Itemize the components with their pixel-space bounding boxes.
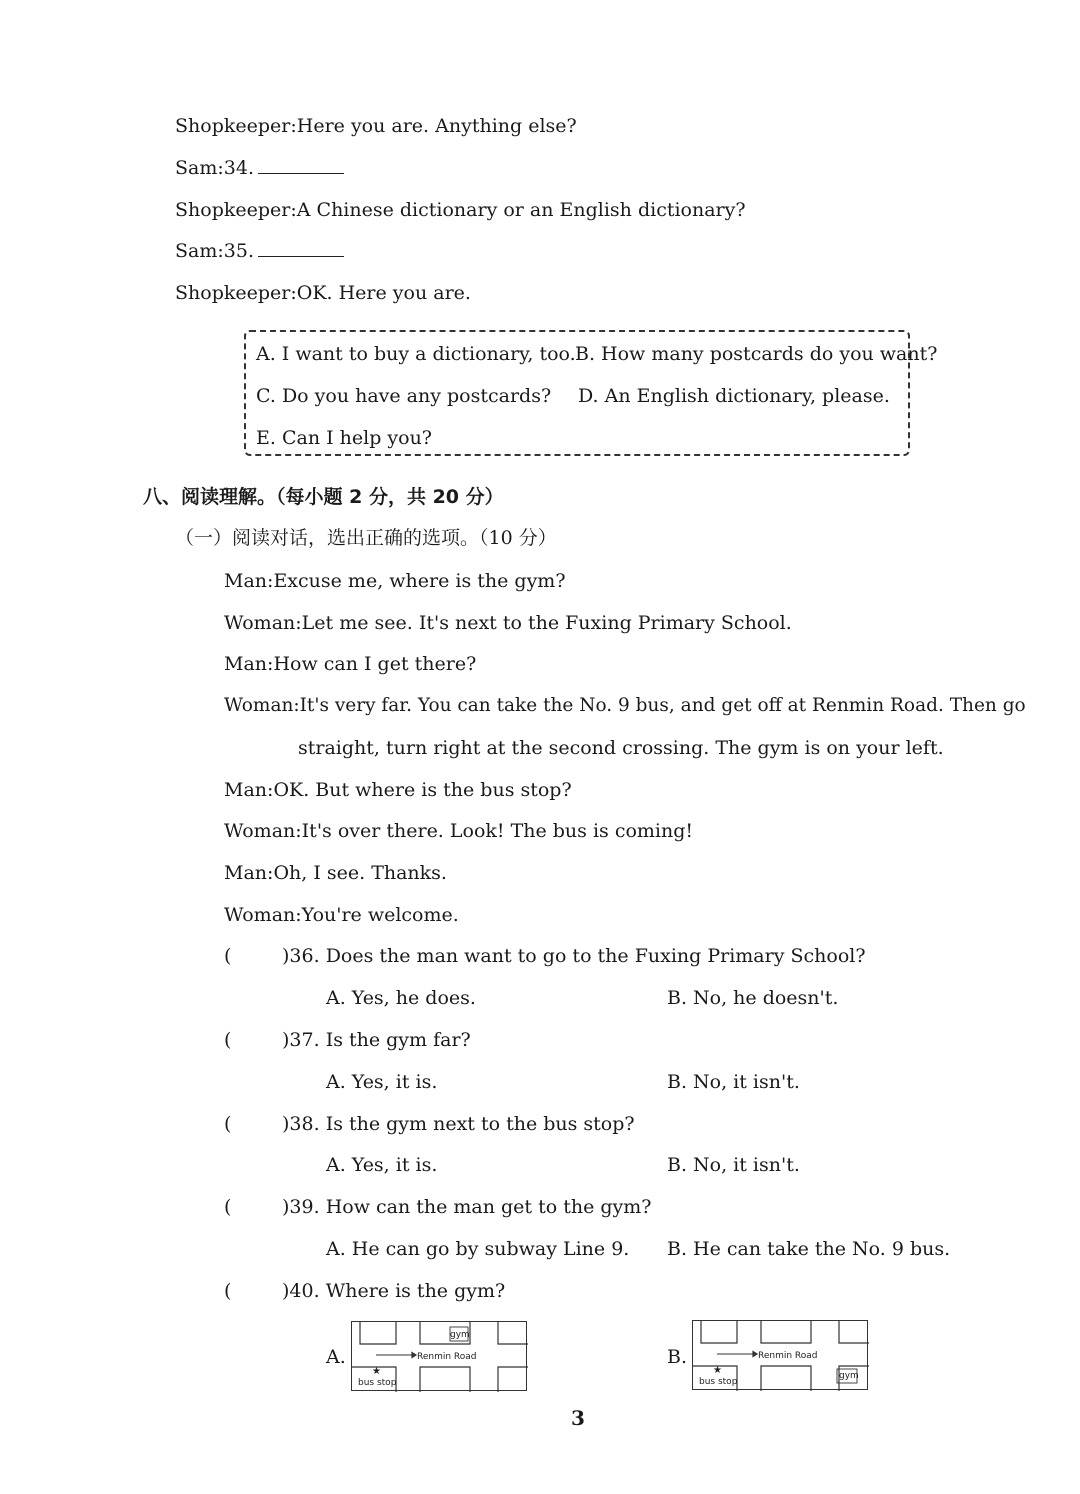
q40-option-b-label[interactable]: B. xyxy=(667,1346,688,1368)
speaker: Woman xyxy=(224,820,296,842)
question-number: 40. xyxy=(289,1280,320,1302)
star-icon: ★ xyxy=(713,1365,722,1376)
dialogue1-line-2: Sam:34. xyxy=(175,155,344,181)
question-40: )40. Where is the gym? xyxy=(282,1280,506,1302)
question-37: )37. Is the gym far? xyxy=(282,1029,471,1051)
answer-paren-39[interactable]: ( xyxy=(224,1196,232,1218)
question-number: 36. xyxy=(289,945,320,967)
speaker: Woman xyxy=(224,904,296,926)
speaker: Man xyxy=(224,862,268,884)
dialogue2-line-7: Man:Oh, I see. Thanks. xyxy=(224,862,447,884)
option-a: A. I want to buy a dictionary, too. xyxy=(256,343,576,365)
speaker: Woman xyxy=(224,612,296,634)
question-39: )39. How can the man get to the gym? xyxy=(282,1196,652,1218)
utterance: How can I get there? xyxy=(273,653,477,675)
bus-stop-label: bus stop xyxy=(699,1377,738,1387)
question-text: Does the man want to go to the Fuxing Primary School? xyxy=(325,945,866,967)
question-text: Is the gym far? xyxy=(325,1029,471,1051)
question-number: 39. xyxy=(289,1196,320,1218)
q38-option-a[interactable]: A. Yes, it is. xyxy=(326,1154,438,1176)
answer-paren-40[interactable]: ( xyxy=(224,1280,232,1302)
dialogue2-line-5: Man:OK. But where is the bus stop? xyxy=(224,779,572,801)
dialogue2-line-4: Woman:It's very far. You can take the No. 9 bus, and get off at Renmin Road. Then go xyxy=(224,695,1026,716)
dialogue1-line-1: Shopkeeper:Here you are. Anything else? xyxy=(175,115,577,137)
answer-paren-37[interactable]: ( xyxy=(224,1029,232,1051)
q38-option-b[interactable]: B. No, it isn't. xyxy=(667,1154,800,1176)
answer-blank-35[interactable] xyxy=(258,238,344,257)
question-number: 38. xyxy=(289,1113,320,1135)
gym-label: gym xyxy=(450,1330,470,1340)
question-text: Where is the gym? xyxy=(325,1280,506,1302)
dialogue2-line-6: Woman:It's over there. Look! The bus is coming! xyxy=(224,820,694,842)
question-36: )36. Does the man want to go to the Fuxing Primary School? xyxy=(282,945,866,967)
option-c: C. Do you have any postcards? xyxy=(256,385,552,407)
option-d: D. An English dictionary, please. xyxy=(578,385,890,407)
star-icon: ★ xyxy=(372,1366,381,1377)
q37-option-b[interactable]: B. No, it isn't. xyxy=(667,1071,800,1093)
speaker: Man xyxy=(224,653,268,675)
question-text: Is the gym next to the bus stop? xyxy=(325,1113,635,1135)
q36-option-a[interactable]: A. Yes, he does. xyxy=(326,987,476,1009)
question-38: )38. Is the gym next to the bus stop? xyxy=(282,1113,635,1135)
road-label: Renmin Road xyxy=(417,1352,477,1362)
speaker: Sam xyxy=(175,240,218,262)
q36-option-b[interactable]: B. No, he doesn't. xyxy=(667,987,839,1009)
utterance: Let me see. It's next to the Fuxing Primary School. xyxy=(301,612,792,634)
utterance: Excuse me, where is the gym? xyxy=(273,570,566,592)
answer-paren-38[interactable]: ( xyxy=(224,1113,232,1135)
utterance: It's very far. You can take the No. 9 bus, and get off at Renmin Road. Then go xyxy=(299,695,1026,716)
q37-option-a[interactable]: A. Yes, it is. xyxy=(326,1071,438,1093)
speaker: Shopkeeper xyxy=(175,282,291,304)
speaker: Man xyxy=(224,570,268,592)
bus-stop-label: bus stop xyxy=(358,1378,397,1388)
dialogue2-line-1: Man:Excuse me, where is the gym? xyxy=(224,570,566,592)
utterance: OK. Here you are. xyxy=(296,282,471,304)
utterance: You're welcome. xyxy=(301,904,459,926)
dialogue2-line-4-continuation: straight, turn right at the second crossing. The gym is on your left. xyxy=(298,737,944,759)
q39-option-b[interactable]: B. He can take the No. 9 bus. xyxy=(667,1238,951,1260)
answer-paren-36[interactable]: ( xyxy=(224,945,232,967)
speaker: Shopkeeper xyxy=(175,199,291,221)
dialogue2-line-8: Woman:You're welcome. xyxy=(224,904,459,926)
page-number: 3 xyxy=(571,1406,585,1430)
question-number: 35. xyxy=(223,240,254,262)
utterance: It's over there. Look! The bus is coming! xyxy=(301,820,694,842)
dialogue2-line-2: Woman:Let me see. It's next to the Fuxing Primary School. xyxy=(224,612,792,634)
map-b[interactable] xyxy=(692,1320,868,1390)
dialogue2-line-3: Man:How can I get there? xyxy=(224,653,477,675)
utterance: Here you are. Anything else? xyxy=(296,115,577,137)
utterance: Oh, I see. Thanks. xyxy=(273,862,447,884)
dialogue1-line-3: Shopkeeper:A Chinese dictionary or an English dictionary? xyxy=(175,199,746,221)
speaker: Sam xyxy=(175,157,218,179)
road-label: Renmin Road xyxy=(758,1351,818,1361)
utterance: OK. But where is the bus stop? xyxy=(273,779,572,801)
q40-option-a-label[interactable]: A. xyxy=(326,1346,346,1368)
speaker: Shopkeeper xyxy=(175,115,291,137)
question-number: 34. xyxy=(223,157,254,179)
map-a[interactable] xyxy=(351,1321,527,1391)
question-number: 37. xyxy=(289,1029,320,1051)
option-b: B. How many postcards do you want? xyxy=(575,343,938,365)
q39-option-a[interactable]: A. He can go by subway Line 9. xyxy=(326,1238,630,1260)
speaker: Man xyxy=(224,779,268,801)
sub-heading: （一）阅读对话，选出正确的选项。（10 分） xyxy=(175,527,557,549)
dialogue1-line-5: Shopkeeper:OK. Here you are. xyxy=(175,282,471,304)
question-text: How can the man get to the gym? xyxy=(325,1196,652,1218)
section-heading: 八、阅读理解。（每小题 2 分，共 20 分） xyxy=(143,486,504,508)
dialogue1-line-4: Sam:35. xyxy=(175,238,344,264)
utterance: A Chinese dictionary or an English dictionary? xyxy=(296,199,746,221)
answer-blank-34[interactable] xyxy=(258,155,344,174)
gym-label: gym xyxy=(839,1371,859,1381)
option-e: E. Can I help you? xyxy=(256,427,432,449)
speaker: Woman xyxy=(224,695,294,716)
